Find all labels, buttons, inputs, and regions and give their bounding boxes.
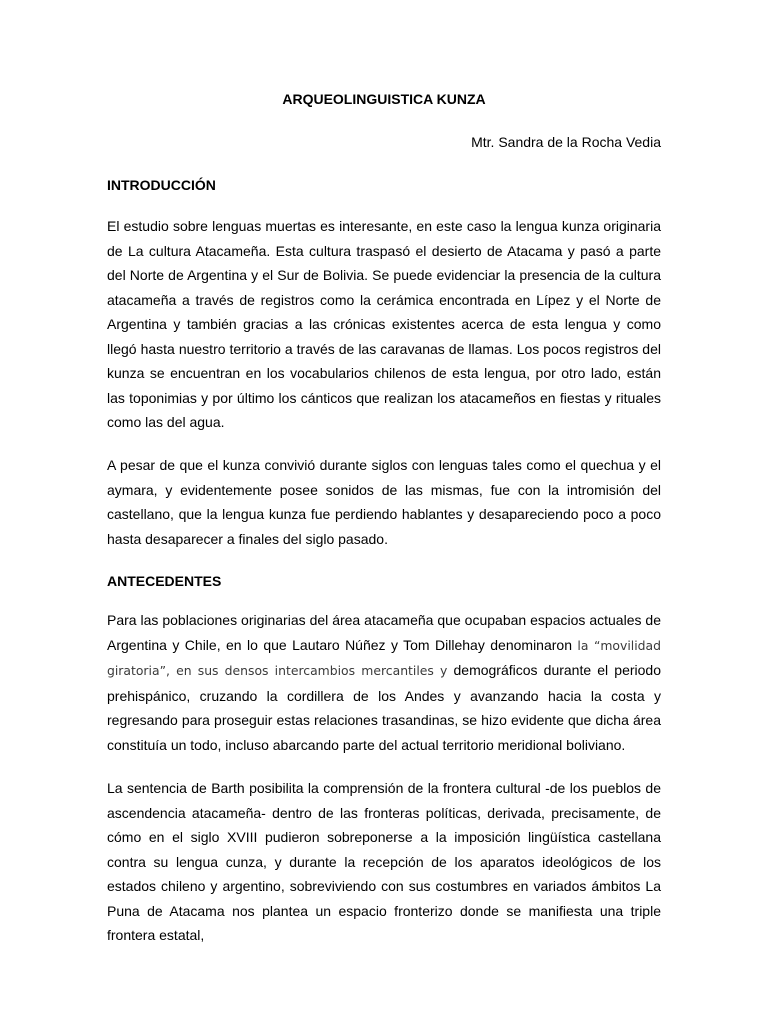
- section-heading-antecedentes: ANTECEDENTES: [107, 573, 222, 589]
- intro-paragraph-2: A pesar de que el kunza convivió durante siglos con lenguas tales como el quechua y el aymara, y evidentemente posee sonidos de las mismas, fue con la intromisión del castellano, que la lengua kunza fue perdiendo hablantes y desapareciendo poco a poco hasta desaparecer a finales del siglo pasado.: [107, 457, 661, 547]
- antecedentes-text-start: Para las poblaciones originarias del área atacameña que ocupaban espacios actuales de Argentina y Chile, en lo que Lautaro Núñez y Tom Dillehay denominaron: [107, 612, 661, 653]
- author-line: Mtr. Sandra de la Rocha Vedia: [471, 134, 661, 150]
- section-heading-introduccion: INTRODUCCIÓN: [107, 177, 216, 193]
- antecedentes-paragraph-1: [107, 608, 661, 757]
- antecedentes-quoted-text: la “movilidad giratoria”, en sus densos intercambios mercantiles y: [107, 637, 661, 678]
- document-title: ARQUEOLINGUISTICA KUNZA: [282, 91, 486, 107]
- intro-paragraph-1: El estudio sobre lenguas muertas es interesante, en este caso la lengua kunza originaria de La cultura Atacameña. Esta cultura traspasó el desierto de Atacama y pasó a parte del Norte de Argentina y el Sur de Bolivia. Se puede evidenciar la presencia de la cultura atacameña a través de registros como la cerámica encontrada en Lípez y el Norte de Argentina y también gracias a las crónicas existentes acerca de esta lengua y como llegó hasta nuestro territorio a través de las caravanas de llamas. Los pocos registros del kunza se encuentran en los vocabularios chilenos de esta lengua, por otro lado, están las toponimias y por último los cánticos que realizan los atacameños en fiestas y rituales como las del agua.: [107, 218, 661, 430]
- antecedentes-text-end: demográficos durante el periodo prehispánico, cruzando la cordillera de los Andes y avanzando hacia la costa y regresando para proseguir estas relaciones trasandinas, se hizo evidente que dicha área constituía un todo, incluso abarcando parte del actual territorio meridional boliviano.: [107, 662, 661, 753]
- antecedentes-paragraph-2: La sentencia de Barth posibilita la comprensión de la frontera cultural -de los pueblos de ascendencia atacameña- dentro de las fronteras políticas, derivada, precisamente, de cómo en el siglo XVIII pudieron sobreponerse a la imposición lingüística castellana contra su lengua cunza, y durante la recepción de los aparatos ideológicos de los estados chileno y argentino, sobreviviendo con sus costumbres en variados ámbitos La Puna de Atacama nos plantea un espacio fronterizo donde se manifiesta una triple frontera estatal,: [107, 780, 661, 943]
